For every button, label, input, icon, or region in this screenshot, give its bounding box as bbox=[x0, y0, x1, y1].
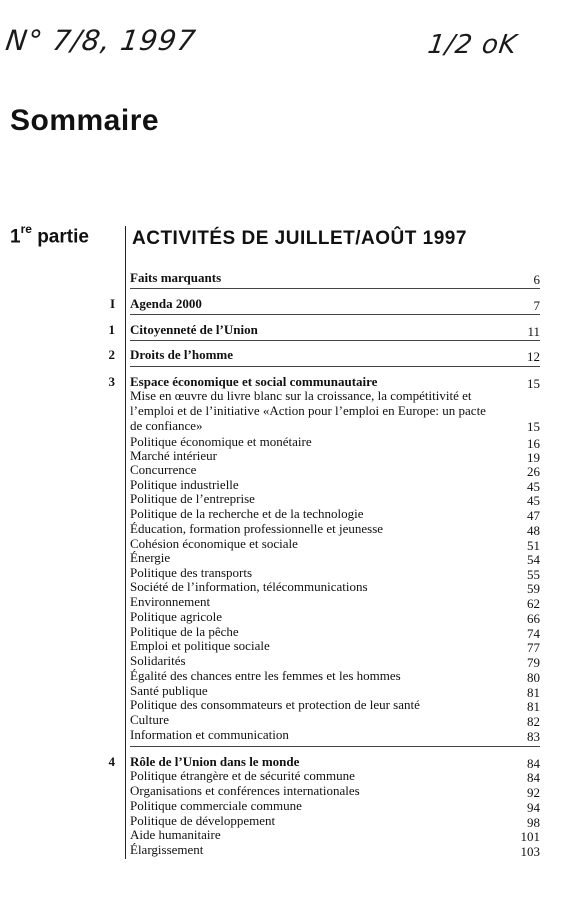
entry-title: Égalité des chances entre les femmes et les hommes bbox=[130, 668, 401, 683]
toc-entry bbox=[130, 697, 540, 713]
entry-page-number: 51 bbox=[527, 538, 540, 553]
entry-page-number: 45 bbox=[527, 493, 540, 508]
entry-title: Environnement bbox=[130, 594, 211, 609]
toc-heading-entry bbox=[130, 270, 540, 286]
entry-page-number: 94 bbox=[527, 800, 540, 815]
entry-title: Cohésion économique et sociale bbox=[130, 536, 298, 551]
chapter-number: 1 bbox=[108, 322, 115, 337]
entry-page-number: 15 bbox=[527, 376, 540, 391]
entry-title: Politique de la recherche et de la technologie bbox=[130, 506, 364, 521]
entry-title: Politique de la pêche bbox=[130, 624, 239, 639]
entry-page-number: 7 bbox=[533, 298, 540, 313]
entry-page-number: 19 bbox=[527, 450, 540, 465]
entry-page-number: 82 bbox=[527, 714, 540, 729]
entry-title: Citoyenneté de l’Union bbox=[130, 322, 258, 337]
entry-separator bbox=[130, 366, 540, 367]
toc-entry bbox=[130, 827, 540, 843]
entry-title: Politique commerciale commune bbox=[130, 798, 302, 813]
entry-page-number: 55 bbox=[527, 567, 540, 582]
toc-entry bbox=[130, 491, 540, 507]
entry-page-number: 84 bbox=[527, 756, 540, 771]
entry-title: Éducation, formation professionnelle et jeunesse bbox=[130, 521, 384, 536]
entry-title: Aide humanitaire bbox=[130, 827, 221, 842]
entry-page-number: 48 bbox=[527, 523, 540, 538]
toc-heading-entry bbox=[130, 347, 540, 363]
entry-page-number: 103 bbox=[520, 844, 540, 859]
toc-entry bbox=[130, 712, 540, 728]
entry-title: Politique des transports bbox=[130, 565, 253, 580]
entry-title: Faits marquants bbox=[130, 270, 222, 285]
entry-page-number: 6 bbox=[533, 272, 540, 287]
section-heading: ACTIVITÉS DE JUILLET/AOÛT 1997 bbox=[132, 228, 467, 249]
part-word: partie bbox=[37, 226, 89, 248]
entry-title: Société de l’information, télécommunications bbox=[130, 579, 368, 594]
entry-title: Solidarités bbox=[130, 653, 186, 668]
entry-title: Agenda 2000 bbox=[130, 296, 202, 311]
toc-entry bbox=[130, 783, 540, 799]
entry-title: Santé publique bbox=[130, 683, 208, 698]
part-number: 1 bbox=[10, 226, 21, 248]
entry-page-number: 101 bbox=[520, 829, 540, 844]
entry-page-number: 45 bbox=[527, 479, 540, 494]
entry-page-number: 81 bbox=[527, 699, 540, 714]
toc-entry bbox=[130, 550, 540, 566]
toc-entry bbox=[130, 594, 540, 610]
entry-page-number: 12 bbox=[527, 349, 540, 364]
toc-entry bbox=[130, 609, 540, 625]
entry-title: Marché intérieur bbox=[130, 448, 217, 463]
entry-title: Politique économique et monétaire bbox=[130, 434, 312, 449]
entry-title: Culture bbox=[130, 712, 169, 727]
entry-page-number: 54 bbox=[527, 552, 540, 567]
entry-separator bbox=[130, 746, 540, 747]
entry-title: Droits de l’homme bbox=[130, 347, 234, 362]
entry-page-number: 62 bbox=[527, 596, 540, 611]
entry-page-number: 26 bbox=[527, 464, 540, 479]
entry-separator bbox=[130, 340, 540, 341]
toc-entry bbox=[130, 653, 540, 669]
entry-title: Rôle de l’Union dans le monde bbox=[130, 754, 300, 769]
chapter-number: I bbox=[109, 296, 115, 311]
entry-title: Emploi et politique sociale bbox=[130, 638, 270, 653]
toc-entry bbox=[130, 668, 540, 684]
entry-page-number: 59 bbox=[527, 581, 540, 596]
toc-entry bbox=[130, 521, 540, 537]
entry-title: Politique industrielle bbox=[130, 477, 239, 492]
entry-title: Information et communication bbox=[130, 727, 289, 742]
entry-page-number: 79 bbox=[527, 655, 540, 670]
entry-page-number: 92 bbox=[527, 785, 540, 800]
toc-entry bbox=[130, 638, 540, 654]
entry-page-number: 80 bbox=[527, 670, 540, 685]
toc-entry bbox=[130, 727, 540, 743]
chapter-number: 4 bbox=[108, 754, 115, 769]
entry-title: Espace économique et social communautaire bbox=[130, 374, 378, 389]
chapter-number: 3 bbox=[108, 374, 115, 389]
entry-page-number: 16 bbox=[527, 436, 540, 451]
entry-page-number: 98 bbox=[527, 815, 540, 830]
toc-entry bbox=[130, 798, 540, 814]
entry-title: Concurrence bbox=[130, 462, 197, 477]
entry-title: Politique agricole bbox=[130, 609, 223, 624]
toc-entry bbox=[130, 768, 540, 784]
entry-page-number: 66 bbox=[527, 611, 540, 626]
toc-entry bbox=[130, 506, 540, 522]
entry-title: Politique des consommateurs et protection de leur santé bbox=[130, 697, 420, 712]
entry-title: Politique de développement bbox=[130, 813, 276, 828]
entry-separator bbox=[130, 288, 540, 289]
entry-page-number: 11 bbox=[527, 324, 540, 339]
entry-title: Énergie bbox=[130, 550, 171, 565]
page-title: Sommaire bbox=[10, 104, 160, 137]
entry-title: Élargissement bbox=[130, 842, 204, 857]
entry-page-number: 83 bbox=[527, 729, 540, 744]
entry-page-number: 84 bbox=[527, 770, 540, 785]
entry-title: Politique étrangère et de sécurité commune bbox=[130, 768, 355, 783]
handwritten-ok-note: 1/2 oK bbox=[425, 30, 520, 60]
entry-page-number: 15 bbox=[527, 419, 540, 434]
entry-page-number: 77 bbox=[527, 640, 540, 655]
handwritten-issue-note: N° 7/8, 1997 bbox=[3, 24, 199, 57]
toc-entry bbox=[130, 579, 540, 595]
entry-title: Mise en œuvre du livre blanc sur la croissance, la compétitivité et l’emploi et de l’initiative «Action pour l’emploi en Europe: un pacte de confiance» bbox=[130, 388, 486, 433]
chapter-number: 2 bbox=[108, 347, 115, 362]
toc-heading-entry bbox=[130, 296, 540, 312]
part-ordinal-suffix: re bbox=[20, 222, 32, 236]
entry-separator bbox=[130, 314, 540, 315]
toc-heading-entry bbox=[130, 322, 540, 338]
entry-page-number: 47 bbox=[527, 508, 540, 523]
entry-page-number: 74 bbox=[527, 626, 540, 641]
toc-entry bbox=[130, 388, 540, 433]
toc-entry bbox=[130, 842, 540, 858]
toc-entry bbox=[130, 462, 540, 478]
entry-title: Politique de l’entreprise bbox=[130, 491, 255, 506]
entry-page-number: 81 bbox=[527, 685, 540, 700]
entry-title: Organisations et conférences internationales bbox=[130, 783, 360, 798]
